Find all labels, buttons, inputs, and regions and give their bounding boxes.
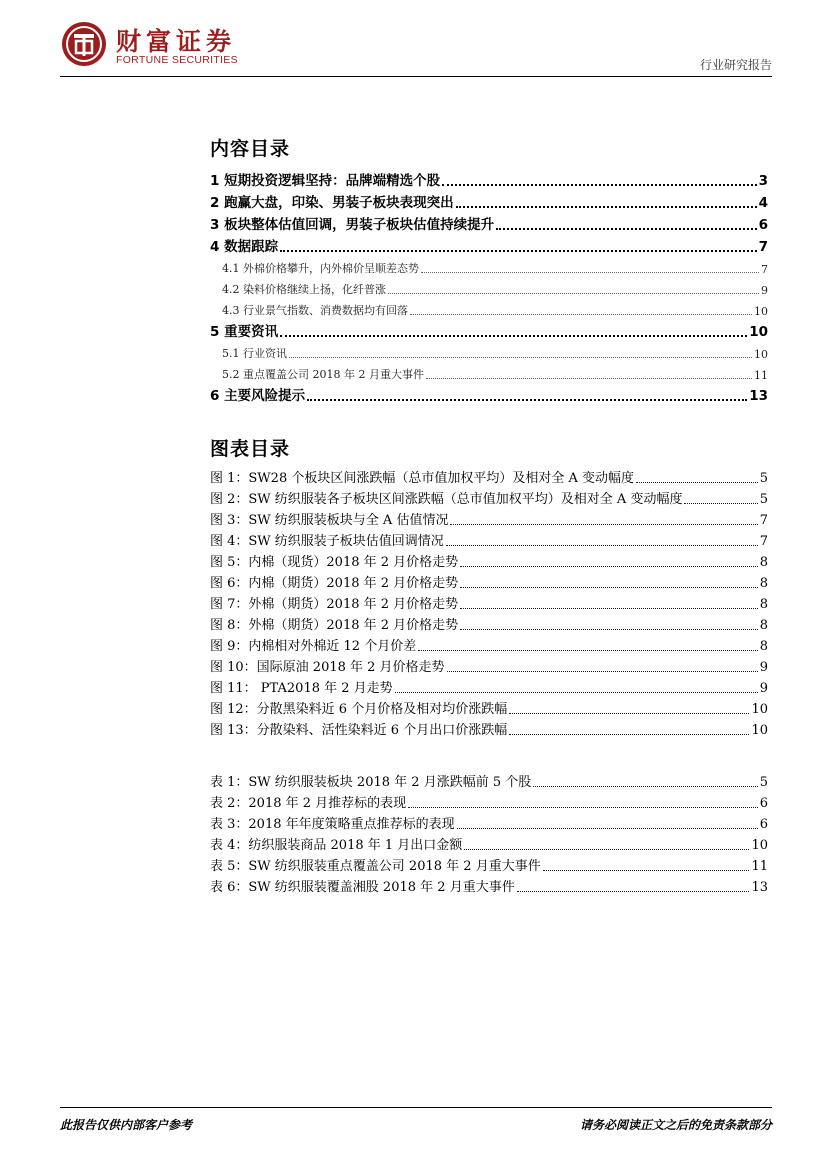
figure-item[interactable] bbox=[210, 613, 768, 633]
figure-page: 5 bbox=[759, 471, 768, 486]
toc-item[interactable] bbox=[210, 235, 768, 255]
dot-leader bbox=[442, 184, 757, 186]
dot-leader bbox=[509, 713, 749, 714]
figure-label: 图 8：外棉（期货）2018 年 2 月价格走势 bbox=[210, 618, 459, 633]
toc-label: 4.2 染料价格继续上扬，化纤普涨 bbox=[222, 283, 386, 296]
toc-item[interactable] bbox=[210, 213, 768, 233]
toc-page: 7 bbox=[761, 263, 768, 276]
figure-item[interactable] bbox=[210, 634, 768, 654]
header-divider bbox=[60, 76, 772, 77]
dot-leader bbox=[517, 891, 750, 892]
figure-page: 8 bbox=[759, 576, 768, 591]
dot-leader bbox=[457, 828, 758, 829]
figure-label: 图 4：SW 纺织服装子板块估值回调情况 bbox=[210, 534, 444, 549]
dot-leader bbox=[543, 870, 750, 871]
figure-item[interactable] bbox=[210, 529, 768, 549]
figure-item[interactable] bbox=[210, 697, 768, 717]
toc-item[interactable] bbox=[210, 191, 768, 211]
figures-title: 图表目录 bbox=[210, 438, 291, 460]
figure-page: 10 bbox=[751, 702, 768, 717]
toc-subitem[interactable] bbox=[210, 298, 768, 318]
dot-leader bbox=[421, 272, 759, 273]
dot-leader bbox=[456, 206, 757, 208]
figure-item[interactable] bbox=[210, 571, 768, 591]
toc-label: 6 主要风险提示 bbox=[210, 388, 306, 404]
figure-page: 7 bbox=[759, 534, 768, 549]
table-page: 11 bbox=[751, 859, 768, 874]
figure-page: 9 bbox=[759, 660, 768, 675]
table-page: 6 bbox=[759, 817, 768, 832]
figure-label: 图 2：SW 纺织服装各子板块区间涨跌幅（总市值加权平均）及相对全 A 变动幅度 bbox=[210, 492, 683, 507]
dot-leader bbox=[426, 378, 752, 379]
dot-leader bbox=[533, 786, 757, 787]
figure-item[interactable] bbox=[210, 487, 768, 507]
dot-leader bbox=[446, 545, 758, 546]
toc-page: 9 bbox=[761, 284, 768, 297]
toc-subitem[interactable] bbox=[210, 362, 768, 382]
dot-leader bbox=[496, 228, 757, 230]
toc-label: 2 跑赢大盘，印染、男装子板块表现突出 bbox=[210, 195, 454, 211]
table-item[interactable] bbox=[210, 812, 768, 832]
brand-name-en: FORTUNE SECURITIES bbox=[116, 54, 238, 66]
dot-leader bbox=[450, 524, 757, 525]
dot-leader bbox=[289, 357, 752, 358]
figure-label: 图 12：分散黑染料近 6 个月价格及相对均价涨跌幅 bbox=[210, 702, 508, 717]
table-item[interactable] bbox=[210, 875, 768, 895]
table-item[interactable] bbox=[210, 791, 768, 811]
toc-subitem[interactable] bbox=[210, 341, 768, 361]
table-page: 13 bbox=[751, 880, 768, 895]
table-label: 表 6：SW 纺织服装覆盖湘股 2018 年 2 月重大事件 bbox=[210, 880, 515, 895]
figure-page: 9 bbox=[759, 681, 768, 696]
toc-label: 4.1 外棉价格攀升，内外棉价呈顺差态势 bbox=[222, 262, 419, 275]
figure-page: 8 bbox=[759, 555, 768, 570]
dot-leader bbox=[388, 293, 759, 294]
toc-item[interactable] bbox=[210, 384, 768, 404]
toc-label: 5 重要资讯 bbox=[210, 324, 279, 340]
table-page: 6 bbox=[759, 796, 768, 811]
toc-subitem[interactable] bbox=[210, 256, 768, 276]
figure-label: 图 13：分散染料、活性染料近 6 个月出口价涨跌幅 bbox=[210, 723, 508, 738]
dot-leader bbox=[280, 250, 757, 252]
figure-label: 图 11： PTA2018 年 2 月走势 bbox=[210, 681, 393, 696]
figure-label: 图 5：内棉（现货）2018 年 2 月价格走势 bbox=[210, 555, 459, 570]
toc-label: 5.2 重点覆盖公司 2018 年 2 月重大事件 bbox=[222, 368, 424, 381]
dot-leader bbox=[280, 335, 747, 337]
dot-leader bbox=[410, 314, 752, 315]
figure-page: 10 bbox=[751, 723, 768, 738]
dot-leader bbox=[684, 503, 757, 504]
toc-item[interactable] bbox=[210, 320, 768, 340]
dot-leader bbox=[636, 482, 758, 483]
figure-item[interactable] bbox=[210, 655, 768, 675]
footer-disclaimer-left: 此报告仅供内部客户参考 bbox=[60, 1118, 193, 1132]
fortune-securities-logo-icon bbox=[60, 20, 108, 68]
figure-label: 图 3：SW 纺织服装板块与全 A 估值情况 bbox=[210, 513, 449, 528]
toc-page: 6 bbox=[758, 217, 768, 233]
figure-page: 8 bbox=[759, 618, 768, 633]
dot-leader bbox=[460, 587, 758, 588]
page-header bbox=[60, 14, 772, 74]
figure-item[interactable] bbox=[210, 508, 768, 528]
dot-leader bbox=[509, 734, 749, 735]
table-label: 表 2：2018 年 2 月推荐标的表现 bbox=[210, 796, 407, 811]
table-item[interactable] bbox=[210, 854, 768, 874]
figure-label: 图 10：国际原油 2018 年 2 月价格走势 bbox=[210, 660, 445, 675]
toc-page: 11 bbox=[754, 369, 768, 382]
dot-leader bbox=[408, 807, 758, 808]
figure-label: 图 7：外棉（期货）2018 年 2 月价格走势 bbox=[210, 597, 459, 612]
dot-leader bbox=[460, 566, 758, 567]
table-label: 表 4：纺织服装商品 2018 年 1 月出口金额 bbox=[210, 838, 463, 853]
figure-item[interactable] bbox=[210, 466, 768, 486]
dot-leader bbox=[460, 629, 758, 630]
toc-subitem[interactable] bbox=[210, 277, 768, 297]
figure-label: 图 9：内棉相对外棉近 12 个月价差 bbox=[210, 639, 417, 654]
table-label: 表 1：SW 纺织服装板块 2018 年 2 月涨跌幅前 5 个股 bbox=[210, 775, 532, 790]
table-page: 10 bbox=[751, 838, 768, 853]
figure-item[interactable] bbox=[210, 550, 768, 570]
figure-label: 图 1：SW28 个板块区间涨跌幅（总市值加权平均）及相对全 A 变动幅度 bbox=[210, 471, 634, 486]
figure-page: 8 bbox=[759, 639, 768, 654]
toc-page: 13 bbox=[749, 388, 768, 404]
toc-page: 10 bbox=[754, 348, 768, 361]
figure-page: 7 bbox=[759, 513, 768, 528]
dot-leader bbox=[307, 399, 747, 401]
toc-page: 7 bbox=[758, 239, 768, 255]
figure-page: 8 bbox=[759, 597, 768, 612]
table-label: 表 5：SW 纺织服装重点覆盖公司 2018 年 2 月重大事件 bbox=[210, 859, 541, 874]
figure-page: 5 bbox=[759, 492, 768, 507]
footer-divider bbox=[60, 1107, 772, 1108]
toc-label: 1 短期投资逻辑坚持：品牌端精选个股 bbox=[210, 173, 441, 189]
brand-name-cn: 财富证券 bbox=[116, 27, 237, 56]
table-item[interactable] bbox=[210, 770, 768, 790]
toc-page: 4 bbox=[758, 195, 768, 211]
toc-label: 4.3 行业景气指数、消费数据均有回落 bbox=[222, 304, 408, 317]
toc-page: 3 bbox=[758, 173, 768, 189]
figure-label: 图 6：内棉（期货）2018 年 2 月价格走势 bbox=[210, 576, 459, 591]
table-page: 5 bbox=[759, 775, 768, 790]
figure-item[interactable] bbox=[210, 676, 768, 696]
footer-disclaimer-right: 请务必阅读正文之后的免责条款部分 bbox=[579, 1118, 772, 1132]
toc-label: 3 板块整体估值回调，男装子板块估值持续提升 bbox=[210, 217, 495, 233]
table-item[interactable] bbox=[210, 833, 768, 853]
toc-label: 4 数据跟踪 bbox=[210, 239, 279, 255]
toc-label: 5.1 行业资讯 bbox=[222, 347, 287, 360]
toc-page: 10 bbox=[754, 305, 768, 318]
dot-leader bbox=[418, 650, 758, 651]
contents-title: 内容目录 bbox=[210, 138, 291, 160]
figure-item[interactable] bbox=[210, 718, 768, 738]
dot-leader bbox=[464, 849, 749, 850]
toc-page: 10 bbox=[749, 324, 768, 340]
dot-leader bbox=[460, 608, 758, 609]
report-type: 行业研究报告 bbox=[699, 58, 772, 72]
dot-leader bbox=[447, 671, 758, 672]
figure-item[interactable] bbox=[210, 592, 768, 612]
table-label: 表 3：2018 年年度策略重点推荐标的表现 bbox=[210, 817, 455, 832]
toc-item[interactable] bbox=[210, 169, 768, 189]
dot-leader bbox=[395, 692, 758, 693]
